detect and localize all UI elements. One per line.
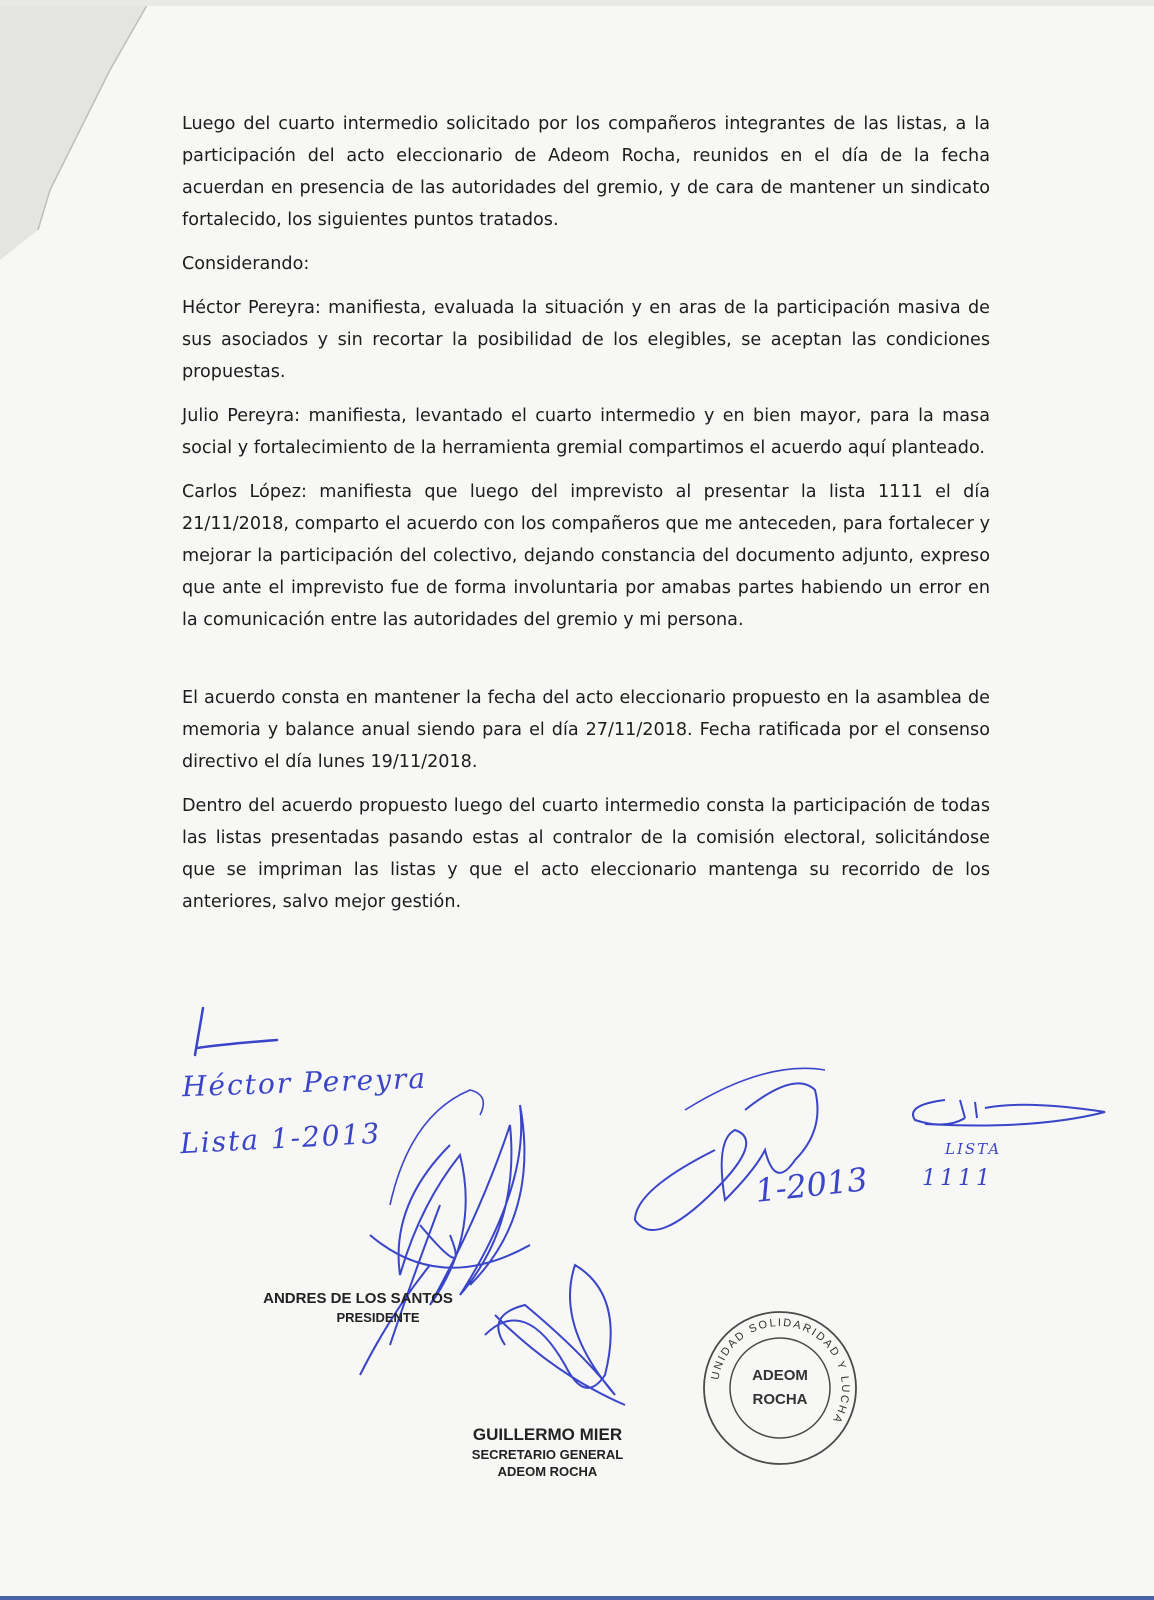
secretary-title: SECRETARIO GENERAL [471,1447,624,1462]
handwritten-list-center: 1-2013 [753,1160,870,1210]
union-stamp [700,1308,860,1468]
right-signature [905,1090,1120,1140]
president-title: PRESIDENTE [336,1310,420,1325]
left-signature-mark [185,1000,285,1070]
paragraph-hector: Héctor Pereyra: manifiesta, evaluada la situación y en aras de la participación masiva de sus asociados y sin recortar la posibilidad de los elegibles, se aceptan las condiciones propuestas. [182,298,990,382]
document-body [182,108,990,918]
president-signature-block [258,1290,458,1325]
stamp-center-top: ADEOM [752,1367,808,1384]
secretary-name: GUILLERMO MIER [472,1425,623,1444]
paragraph-acuerdo-listas: Dentro del acuerdo propuesto luego del cuarto intermedio consta la participación de todas las listas presentadas pasando estas al contralor de la comisión electoral, solicitándose que se impriman las listas y que el acto eleccionario mantenga su recorrido de los anteriores, salvo mejor gestión. [182,796,990,912]
handwritten-list-number-right: 1111 [922,1166,994,1191]
paragraph-considerando: Considerando: [182,254,310,274]
secretary-signature [465,1255,645,1415]
secretary-org: ADEOM ROCHA [497,1464,598,1479]
handwritten-list-label-right: LISTA [945,1140,1002,1158]
center-signature [625,1050,855,1250]
paragraph-julio: Julio Pereyra: manifiesta, levantado el cuarto intermedio y en bien mayor, para la masa social y fortalecimiento de la herramienta gremial compartimos el acuerdo aquí planteado. [182,406,990,458]
handwritten-list-left: Lista 1-2013 [179,1116,383,1161]
paragraph-acuerdo-fecha: El acuerdo consta en mantener la fecha del acto eleccionario propuesto en la asamblea de memoria y balance anual siendo para el día 27/11/2018. Fecha ratificada por el consenso directivo el día lunes 19/11/2018. [182,688,990,772]
paragraph-intro: Luego del cuarto intermedio solicitado por los compañeros integrantes de las listas, a la participación del acto eleccionario de Adeom Rocha, reunidos en el día de la fecha acuerdan en presencia de las autoridades del gremio, y de cara de mantener un sindicato fortalecido, los siguientes puntos tratados. [182,114,990,230]
stamp-ring-text: UNIDAD SOLIDARIDAD Y LUCHA [709,1316,852,1427]
scan-bottom-edge [0,1596,1154,1600]
stamp-center-bottom: ROCHA [752,1391,808,1408]
secretary-signature-block [455,1425,640,1479]
handwritten-name-hector: Héctor Pereyra [181,1061,428,1104]
paragraph-carlos: Carlos López: manifiesta que luego del imprevisto al presentar la lista 1111 el día 21/11/2018, comparto el acuerdo con los compañeros que me anteceden, para fortalecer y mejorar la participación del colectivo, dejando constancia del documento adjunto, expreso que ante el imprevisto fue de forma involuntaria por amabas partes habiendo un error en la comunicación entre las autoridades del gremio y mi persona. [182,482,990,630]
president-name: ANDRES DE LOS SANTOS [263,1290,453,1307]
